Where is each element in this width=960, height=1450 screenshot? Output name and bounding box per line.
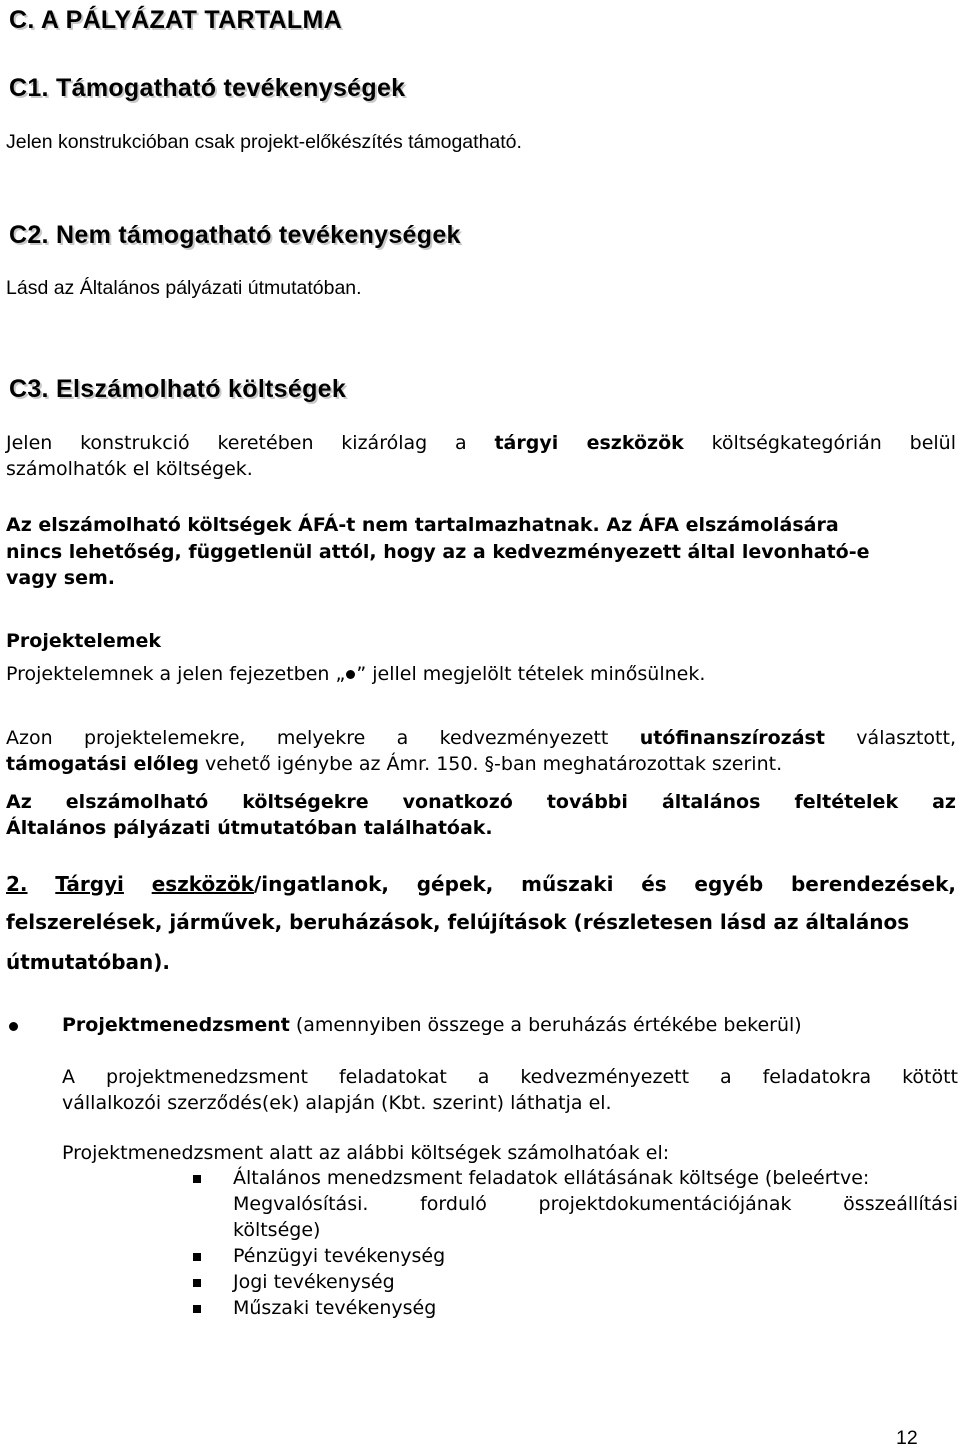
projektelemek-text-a: Projektelemnek a jelen fejezetben „ [6,663,346,685]
square-bullet-icon [193,1305,201,1313]
projektelemek-title: Projektelemek [6,630,162,652]
c1-text: Jelen konstrukcióban csak projekt-előkészítés támogatható. [6,131,522,153]
pm-item-1-line1: Általános menedzsment feladatok ellátásának költsége (beleértve: [233,1167,870,1189]
category-line1 [6,872,956,896]
page-number: 12 [896,1427,918,1449]
pm-desc-line1: A projektmenedzsment feladatokat a kedvezményezett a feladatokra kötött [62,1066,958,1088]
c1-heading: C1. Támogatható tevékenységek [9,74,406,102]
bullet-icon [9,1022,18,1031]
c2-heading: C2. Nem támogatható tevékenységek [9,221,461,249]
category-u1: Tárgyi [55,872,124,896]
azon-a: Azon projektelemekre, melyekre a kedvezményezett [6,727,640,749]
pm-item-2: Pénzügyi tevékenység [233,1245,446,1267]
projektelemek-marker-icon [346,670,355,679]
c3-p1-a: Jelen konstrukció keretében kizárólag a [6,432,495,454]
c3-paragraph-line2: számolhatók el költségek. [6,458,253,480]
azon-line2 [6,753,782,775]
general-line1: Az elszámolható költségekre vonatkozó további általános feltételek az [6,791,956,813]
pm-item-4: Műszaki tevékenység [233,1297,437,1319]
square-bullet-icon [193,1253,201,1261]
section-heading: C. A PÁLYÁZAT TARTALMA [9,6,342,34]
pm-title-line [62,1014,802,1036]
category-num: 2. [6,872,28,896]
vat-line2: nincs lehetőség, függetlenül attól, hogy az a kedvezményezett által levonható-e [6,541,870,563]
c3-paragraph-line1 [6,432,956,454]
azon-line1 [6,727,956,749]
category-line2: felszerelések, járművek, beruházások, felújítások (részletesen lásd az általános [6,910,910,934]
vat-line1: Az elszámolható költségek ÁFÁ-t nem tartalmazhatnak. Az ÁFA elszámolására [6,514,839,536]
pm-item-3: Jogi tevékenység [233,1271,395,1293]
c3-p1-bold: tárgyi eszközök [494,432,684,454]
azon-c: választott, [824,727,956,749]
category-rest: /ingatlanok, gépek, műszaki és egyéb berendezések, [253,872,956,896]
square-bullet-icon [193,1279,201,1287]
category-u2: eszközök [151,872,254,896]
pm-title: Projektmenedzsment [62,1014,290,1036]
c3-heading: C3. Elszámolható költségek [9,375,347,403]
pm-intro: Projektmenedzsment alatt az alábbi költségek számolhatóak el: [62,1142,670,1164]
vat-line3: vagy sem. [6,567,116,589]
pm-desc-line2: vállalkozói szerződés(ek) alapján (Kbt. szerint) láthatja el. [62,1092,612,1114]
azon-bold-2: támogatási előleg [6,753,199,775]
category-line3: útmutatóban). [6,950,171,974]
projektelemek-text-b: ” jellel megjelölt tételek minősülnek. [356,663,706,685]
general-line2: Általános pályázati útmutatóban találhatóak. [6,817,493,839]
azon-e: vehető igénybe az Ámr. 150. §-ban meghatározottak szerint. [198,753,783,775]
projektelemek-text [6,663,705,685]
pm-title-rest: (amennyiben összege a beruházás értékébe bekerül) [289,1014,802,1036]
pm-item-1-line2: Megvalósítási. forduló projektdokumentációjának összeállítási [233,1193,958,1215]
azon-bold: utófinanszírozást [639,727,825,749]
pm-item-1-line3: költsége) [233,1219,321,1241]
c3-p1-c: költségkategórián belül [683,432,956,454]
c2-text: Lásd az Általános pályázati útmutatóban. [6,277,362,299]
square-bullet-icon [193,1175,201,1183]
